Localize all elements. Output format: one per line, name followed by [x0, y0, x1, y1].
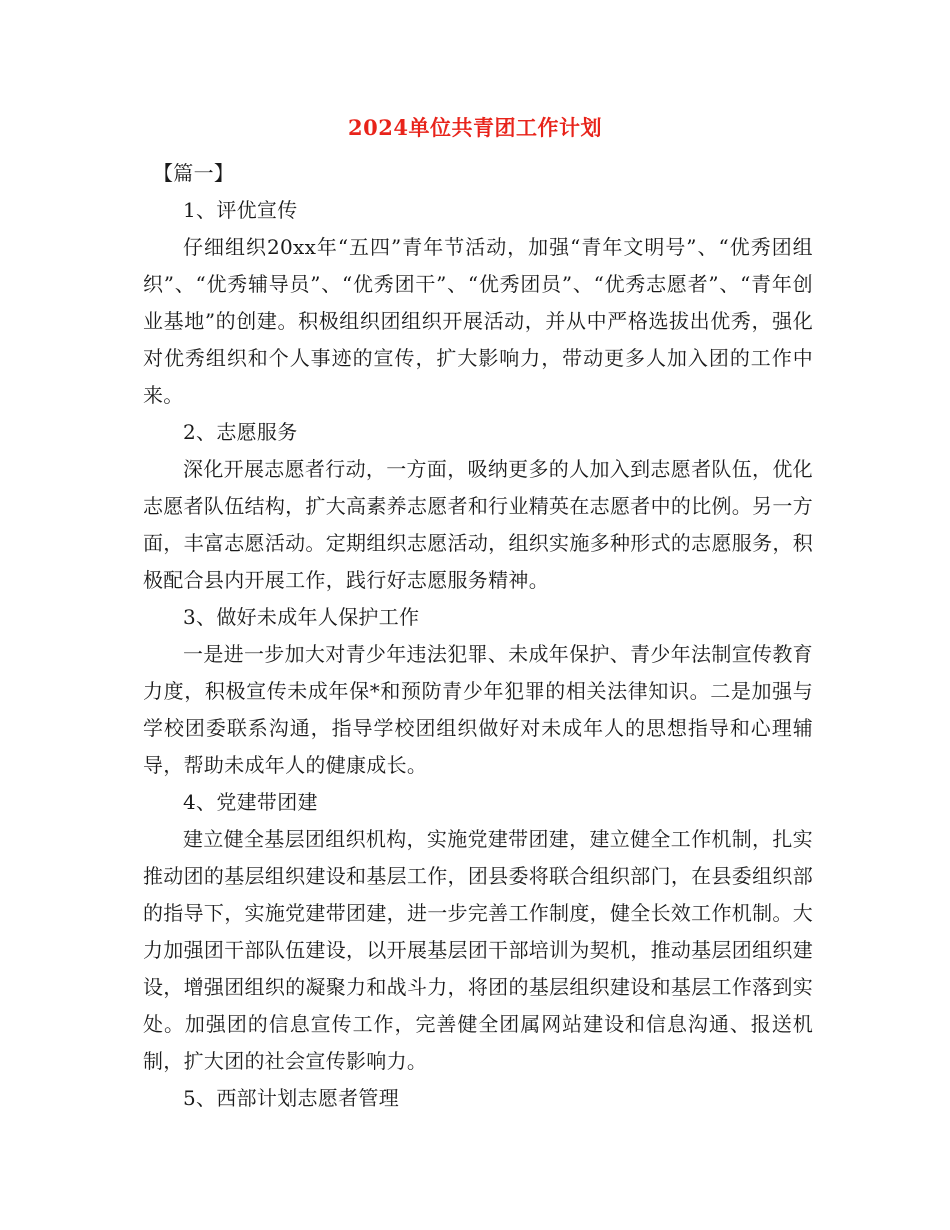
section-label: 【篇一】 — [153, 161, 235, 185]
heading-3: 3、做好未成年人保护工作 — [183, 605, 420, 629]
paragraph-4: 建立健全基层团组织机构，实施党建带团建，建立健全工作机制，扎实推动团的基层组织建设和基层工作，团县委将联合组织部门，在县委组织部的指导下，实施党建带团建，进一步完善工作制度，健全长效工作机制。大力加强团干部队伍建设，以开展基层团干部培训为契机，推动基层团组织建设，增强团组织的凝聚力和战斗力，将团的基层组织建设和基层工作落到实处。加强团的信息宣传工作，完善健全团属网站建设和信息沟通、报送机制，扩大团的社会宣传影响力。 — [143, 827, 813, 1073]
document-body — [143, 155, 813, 1117]
paragraph-2: 深化开展志愿者行动，一方面，吸纳更多的人加入到志愿者队伍，优化志愿者队伍结构，扩大高素养志愿者和行业精英在志愿者中的比例。另一方面，丰富志愿活动。定期组织志愿活动，组织实施多种形式的志愿服务，积极配合县内开展工作，践行好志愿服务精神。 — [143, 457, 813, 592]
heading-2: 2、志愿服务 — [183, 420, 298, 444]
document-title: 2024单位共青团工作计划 — [348, 115, 602, 140]
paragraph-3: 一是进一步加大对青少年违法犯罪、未成年保护、青少年法制宣传教育力度，积极宣传未成年保*和预防青少年犯罪的相关法律知识。二是加强与学校团委联系沟通，指导学校团组织做好对未成年人的思想指导和心理辅导，帮助未成年人的健康成长。 — [143, 642, 813, 777]
heading-5: 5、西部计划志愿者管理 — [183, 1086, 400, 1110]
paragraph-1: 仔细组织20xx年“五四”青年节活动，加强“青年文明号”、“优秀团组织”、“优秀辅导员”、“优秀团干”、“优秀团员”、“优秀志愿者”、“青年创业基地”的创建。积极组织团组织开展活动，并从中严格选拔出优秀，强化对优秀组织和个人事迹的宣传，扩大影响力，带动更多人加入团的工作中来。 — [143, 235, 813, 407]
heading-4: 4、党建带团建 — [183, 790, 318, 814]
heading-1: 1、评优宣传 — [183, 198, 298, 222]
